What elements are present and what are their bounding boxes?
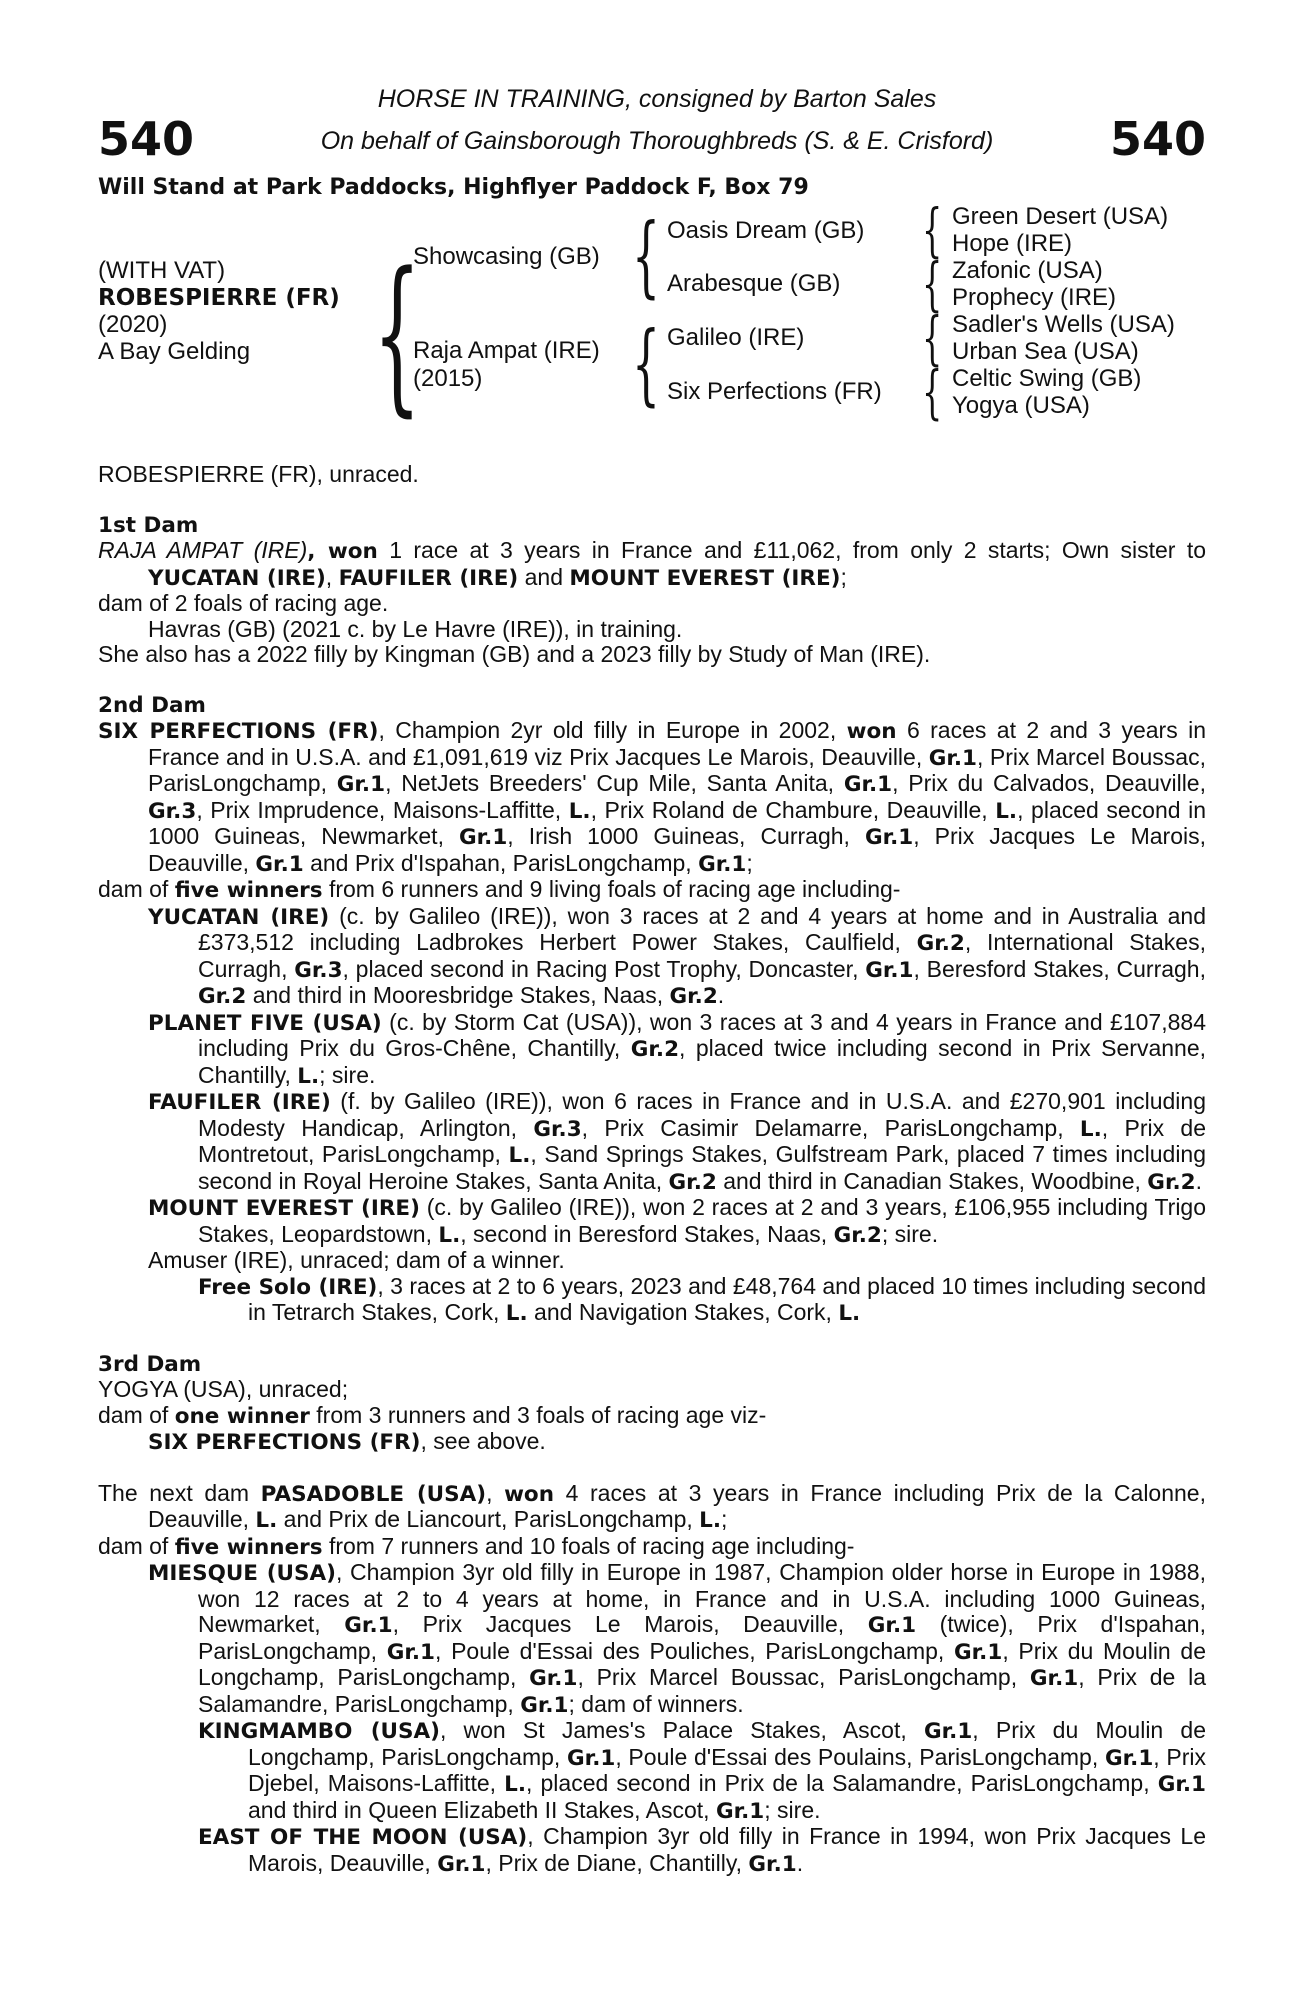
race-record: ROBESPIERRE (FR), unraced. — [98, 461, 419, 487]
foaling-year: (2020) — [98, 311, 168, 338]
dam: Raja Ampat (IRE) — [413, 337, 600, 364]
pedigree-brace-main: { — [373, 236, 422, 432]
horse-name: ROBESPIERRE (FR) — [98, 285, 340, 311]
first-dam-heading: 1st Dam — [98, 512, 199, 538]
ancestor-hope: Hope (IRE) — [952, 230, 1073, 257]
catalogue-notes — [98, 462, 1206, 1877]
third-dam-record: YOGYA (USA), unraced; — [98, 1376, 349, 1402]
progeny-east-of-the-moon: EAST OF THE MOON (USA), Champion 3yr old filly in France in 1994, won Prix Jacques Le Marois, Deauville, Gr.1, Prix de Diane, Chantilly, Gr.1. — [198, 1823, 1207, 1877]
lot-number-left: 540 — [98, 112, 195, 166]
progeny-free-solo: Free Solo (IRE), 3 races at 2 to 6 years, 2023 and £48,764 and placed 10 times including second in Tetrarch Stakes, Cork, L. and Navigation Stakes, Cork, L. — [198, 1272, 1207, 1326]
progeny-amuser: Amuser (IRE), unraced; dam of a winner. — [148, 1247, 565, 1273]
next-dam-produce: dam of five winners from 7 runners and 10 foals of racing age including- — [98, 1532, 855, 1560]
ancestor-green-desert: Green Desert (USA) — [952, 203, 1169, 230]
stand-location: Will Stand at Park Paddocks, Highflyer Paddock F, Box 79 — [98, 175, 809, 200]
pedigree-brace-sire: { — [632, 204, 660, 307]
progeny-mount-everest: MOUNT EVEREST (IRE) (c. by Galileo (IRE)), won 2 races at 2 and 3 years, £106,955 including Trigo Stakes, Leopardstown, L., second in Beresford Stakes, Naas, Gr.2; sire. — [148, 1194, 1207, 1248]
third-dam-progeny: SIX PERFECTIONS (FR), see above. — [148, 1428, 546, 1455]
dam-sire: Galileo (IRE) — [667, 324, 805, 351]
ancestor-sadlers-wells: Sadler's Wells (USA) — [952, 311, 1175, 338]
third-dam-produce: dam of one winner from 3 runners and 3 foals of racing age viz- — [98, 1401, 767, 1429]
ancestor-yogya: Yogya (USA) — [952, 392, 1090, 419]
ancestor-celtic-swing: Celtic Swing (GB) — [952, 365, 1142, 392]
first-dam-record: RAJA AMPAT (IRE), won 1 race at 3 years in France and £11,062, from only 2 starts; Own sister to YUCATAN (IRE), FAUFILER (IRE) and MOUNT EVEREST (IRE); — [98, 537, 1207, 591]
sire-dam: Arabesque (GB) — [667, 270, 841, 297]
pedigree-brace-dam: { — [632, 312, 660, 415]
consignor-line: HORSE IN TRAINING, consigned by Barton Sales — [377, 85, 937, 113]
second-dam-produce: dam of five winners from 6 runners and 9 living foals of racing age including- — [98, 876, 901, 903]
dam-year: (2015) — [413, 365, 483, 392]
pedigree-brace-g2: { — [922, 250, 943, 318]
progeny-miesque: MIESQUE (USA), Champion 3yr old filly in Europe in 1987, Champion older horse in Europe in 1988, won 12 races at 2 to 4 years at home, in France and in U.S.A. including 1000 Guineas, Newmarket, Gr.1, Prix Jacques Le Marois, Deauville, Gr.1 (twice), Prix d'Ispahan, ParisLongchamp, Gr.1, Poule d'Essai des Pouliches, ParisLongchamp, Gr.1, Prix du Moulin de Longchamp, ParisLongchamp, Gr.1, Prix Marcel Boussac, ParisLongchamp, Gr.1, Prix de la Salamandre, ParisLongchamp, Gr.1; dam of winners. — [148, 1559, 1207, 1718]
progeny-yucatan: YUCATAN (IRE) (c. by Galileo (IRE)), won 3 races at 2 and 4 years at home and in Australia and £373,512 including Ladbrokes Herbert Power Stakes, Caulfield, Gr.2, International Stakes, Curragh, Gr.3, placed second in Racing Post Trophy, Doncaster, Gr.1, Beresford Stakes, Curragh, Gr.2 and third in Mooresbridge Stakes, Naas, Gr.2. — [148, 902, 1206, 1009]
third-dam-heading: 3rd Dam — [98, 1351, 202, 1377]
ancestor-urban-sea: Urban Sea (USA) — [952, 338, 1139, 365]
lot-number-right: 540 — [1109, 112, 1206, 166]
next-dam-record: The next dam PASADOBLE (USA), won 4 races at 3 years in France including Prix de la Calonne, Deauville, L. and Prix de Liancourt, ParisLongchamp, L.; — [98, 1479, 1206, 1533]
progeny-faufiler: FAUFILER (IRE) (f. by Galileo (IRE)), won 6 races in France and in U.S.A. and £270,901 including Modesty Handicap, Arlington, Gr.3, Prix Casimir Delamarre, ParisLongchamp, L., Prix de Montretout, ParisLongchamp, L., Sand Springs Stakes, Gulfstream Park, placed 7 times including second in Royal Heroine Stakes, Santa Anita, Gr.2 and third in Canadian Stakes, Woodbine, Gr.2. — [148, 1088, 1207, 1195]
first-dam-foal: Havras (GB) (2021 c. by Le Havre (IRE)), in training. — [148, 615, 683, 642]
sire: Showcasing (GB) — [413, 243, 600, 270]
vat-note: (WITH VAT) — [98, 257, 226, 284]
progeny-kingmambo: KINGMAMBO (USA), won St James's Palace Stakes, Ascot, Gr.1, Prix du Moulin de Longchamp, ParisLongchamp, Gr.1, Poule d'Essai des Poulains, ParisLongchamp, Gr.1, Prix Djebel, Maisons-Laffitte, L., placed second in Prix de la Salamandre, ParisLongchamp, Gr.1 and third in Queen Elizabeth II Stakes, Ascot, Gr.1; sire. — [198, 1717, 1207, 1824]
pedigree-brace-g3: { — [922, 304, 943, 372]
first-dam-also: She also has a 2022 filly by Kingman (GB) and a 2023 filly by Study of Man (IRE). — [98, 641, 931, 667]
second-dam-record: SIX PERFECTIONS (FR), Champion 2yr old filly in Europe in 2002, won 6 races at 2 and 3 years in France and in U.S.A. and £1,091,619 viz Prix Jacques Le Marois, Deauville, Gr.1, Prix Marcel Boussac, ParisLongchamp, Gr.1, NetJets Breeders' Cup Mile, Santa Anita, Gr.1, Prix du Calvados, Deauville, Gr.3, Prix Imprudence, Maisons-Laffitte, L., Prix Roland de Chambure, Deauville, L., placed second in 1000 Guineas, Newmarket, Gr.1, Irish 1000 Guineas, Curragh, Gr.1, Prix Jacques Le Marois, Deauville, Gr.1 and Prix d'Ispahan, ParisLongchamp, Gr.1; — [98, 717, 1207, 877]
dam-dam: Six Perfections (FR) — [667, 378, 882, 405]
ancestor-zafonic: Zafonic (USA) — [952, 257, 1103, 284]
pedigree-brace-g1: { — [922, 196, 943, 264]
first-dam-produce: dam of 2 foals of racing age. — [98, 590, 389, 616]
pedigree-brace-g4: { — [922, 358, 943, 426]
on-behalf-line: On behalf of Gainsborough Thoroughbreds (S. & E. Crisford) — [320, 127, 994, 155]
sire-sire: Oasis Dream (GB) — [667, 217, 865, 244]
horse-description: A Bay Gelding — [98, 338, 251, 365]
ancestor-prophecy: Prophecy (IRE) — [952, 284, 1117, 311]
progeny-planet-five: PLANET FIVE (USA) (c. by Storm Cat (USA)), won 3 races at 3 and 4 years in France and £107,884 including Prix du Gros-Chêne, Chantilly, Gr.2, placed twice including second in Prix Servanne, Chantilly, L.; sire. — [148, 1008, 1206, 1089]
second-dam-heading: 2nd Dam — [98, 692, 206, 718]
